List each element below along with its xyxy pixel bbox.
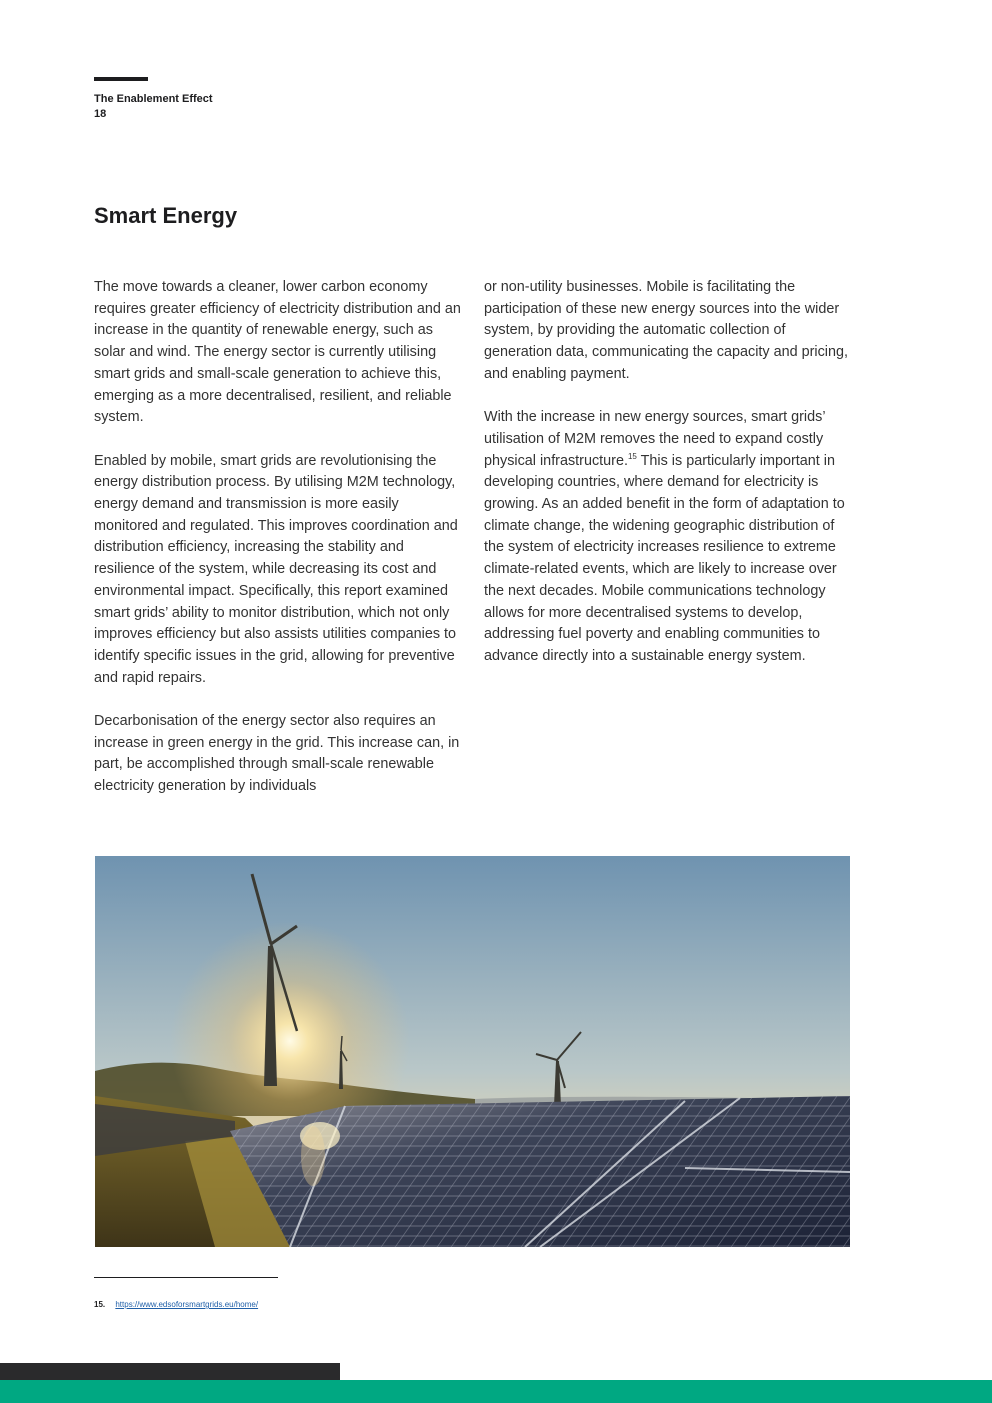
paragraph: The move towards a cleaner, lower carbon economy requires greater efficiency of electricity distribution and an increase in the quantity of renewable energy, such as solar and wind. The energy sector is currently utilising smart grids and small-scale generation to achieve this, emerging as a more decentralised, resilient, and reliable system. bbox=[94, 279, 461, 426]
header-accent-bar bbox=[94, 77, 148, 81]
footnote-link[interactable]: https://www.edsoforsmartgrids.eu/home/ bbox=[115, 1300, 259, 1309]
paragraph: or non-utility businesses. Mobile is facilitating the participation of these new energy sources into the wider system, by providing the automatic collection of generation data, communicating the capacity and pricing, and enabling payment. bbox=[484, 279, 848, 382]
footnote-divider bbox=[94, 1277, 278, 1278]
paragraph bbox=[484, 407, 854, 667]
section-title: Smart Energy bbox=[94, 203, 238, 228]
page-number: 18 bbox=[94, 108, 107, 120]
paragraph: Decarbonisation of the energy sector also requires an increase in green energy in the grid. This increase can, in part, be accomplished through small-scale renewable electricity generation by individuals bbox=[94, 713, 460, 795]
paragraph: Enabled by mobile, smart grids are revolutionising the energy distribution process. By utilising M2M technology, energy demand and transmission is more easily monitored and regulated. This improves coordination and distribution efficiency, increasing the stability and resilience of the system, while decreasing its cost and environmental impact. Specifically, this report examined smart grids’ ability to monitor distribution, which not only improves efficiency but also assists utilities companies to identify specific issues in the grid, allowing for preventive and rapid repairs. bbox=[94, 452, 458, 686]
solar-panels-wind-turbines-photo bbox=[95, 856, 850, 1247]
running-header-title: The Enablement Effect bbox=[94, 93, 213, 105]
body-column-right bbox=[484, 277, 854, 689]
paragraph-text: With the increase in new energy sources, smart grids’ utilisation of M2M removes the need to expand costly physical infrastructure. bbox=[484, 409, 825, 469]
footnote-ref-15[interactable]: 15 bbox=[627, 451, 637, 461]
footnote-number: 15. bbox=[94, 1300, 106, 1309]
body-column-left bbox=[94, 277, 464, 820]
footer-green-bar bbox=[0, 1380, 992, 1403]
paragraph-text: This is particularly important in developing countries, where demand for electricity is growing. As an added benefit in the form of adaptation to climate change, the widening geographic distribution of the system of electricity increases resilience to extreme climate-related events, which are likely to increase over the next decades. Mobile communications technology allows for more decentralised systems to develop, addressing fuel poverty and enabling communities to advance directly into a sustainable energy system. bbox=[484, 452, 845, 664]
footer-dark-bar bbox=[0, 1363, 340, 1381]
footnote bbox=[94, 1300, 258, 1309]
